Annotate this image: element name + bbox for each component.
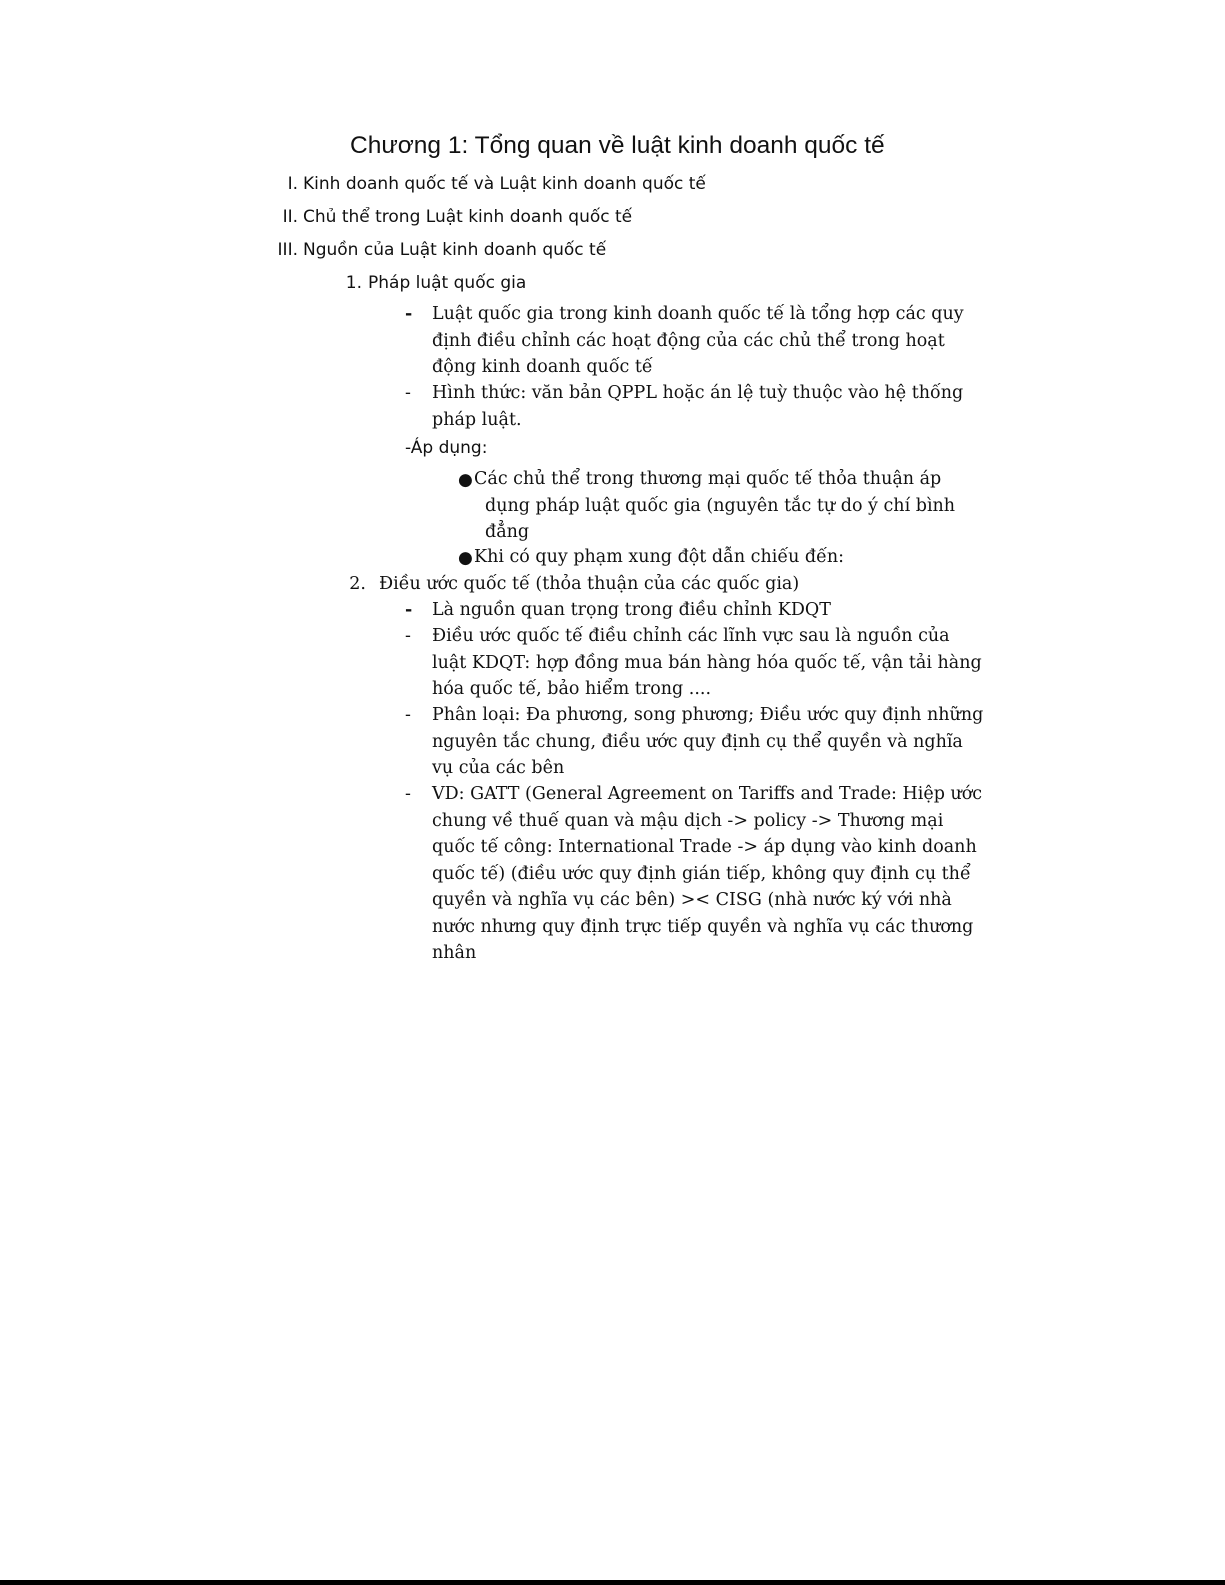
text-line: Các chủ thể trong thương mại quốc tế thỏa thuận áp bbox=[474, 469, 942, 489]
text-line: pháp luật. bbox=[432, 409, 522, 430]
text-line: chung về thuế quan và mậu dịch -> policy -> Thương mại bbox=[432, 810, 944, 831]
text-line: quốc tế công: International Trade -> áp dụng vào kinh doanh bbox=[432, 837, 977, 857]
bullet-icon: ● bbox=[458, 548, 473, 568]
text-line: dụng pháp luật quốc gia (nguyên tắc tự do ý chí bình bbox=[485, 495, 956, 516]
text-line: quốc tế) (điều ước quy định gián tiếp, không quy định cụ thể bbox=[432, 863, 971, 884]
text-line: luật KDQT: hợp đồng mua bán hàng hóa quốc tế, vận tải hàng bbox=[432, 652, 982, 673]
text-line: Điều ước quốc tế điều chỉnh các lĩnh vực sau là nguồn của bbox=[432, 626, 950, 646]
text-line: nhân bbox=[432, 943, 477, 963]
chapter-title: Chương 1: Tổng quan về luật kinh doanh quốc tế bbox=[350, 132, 885, 159]
section-number: III. bbox=[277, 240, 298, 260]
section-title: Kinh doanh quốc tế và Luật kinh doanh quốc tế bbox=[303, 174, 706, 194]
page-bottom-border bbox=[0, 1580, 1225, 1585]
text-line: hóa quốc tế, bảo hiểm trong .... bbox=[432, 679, 712, 699]
text-line: vụ của các bên bbox=[432, 758, 565, 778]
dash-marker: - bbox=[405, 304, 413, 324]
subsection-title: Pháp luật quốc gia bbox=[368, 273, 527, 293]
text-line: nguyên tắc chung, điều ước quy định cụ thể quyền và nghĩa bbox=[432, 731, 963, 752]
text-line: nước nhưng quy định trực tiếp quyền và nghĩa vụ các thương bbox=[432, 916, 974, 937]
dash-marker: - bbox=[405, 626, 411, 646]
subsection-title: Điều ước quốc tế (thỏa thuận của các quốc gia) bbox=[379, 574, 800, 594]
text-line: quyền và nghĩa vụ các bên) >< CISG (nhà nước ký với nhà bbox=[432, 890, 952, 910]
section-number: II. bbox=[282, 207, 298, 227]
subsection-number: 1. bbox=[345, 273, 362, 293]
text-line: định điều chỉnh các hoạt động của các chủ thể trong hoạt bbox=[432, 330, 945, 351]
text-line: VD: GATT (General Agreement on Tariffs and Trade: Hiệp ước bbox=[432, 784, 983, 804]
text-line: Luật quốc gia trong kinh doanh quốc tế là tổng hợp các quy bbox=[432, 304, 964, 324]
subsection-number: 2. bbox=[349, 574, 366, 594]
bullet-icon: ● bbox=[458, 470, 473, 490]
text-line: đẳng bbox=[485, 522, 530, 542]
dash-marker: - bbox=[405, 383, 411, 403]
section-number: I. bbox=[287, 174, 298, 194]
text-line: Là nguồn quan trọng trong điều chỉnh KDQT bbox=[432, 600, 831, 620]
section-title: Chủ thể trong Luật kinh doanh quốc tế bbox=[303, 207, 633, 227]
text-line: Hình thức: văn bản QPPL hoặc án lệ tuỳ thuộc vào hệ thống bbox=[432, 383, 964, 403]
dash-marker: - bbox=[405, 784, 411, 804]
section-title: Nguồn của Luật kinh doanh quốc tế bbox=[303, 240, 607, 260]
text-line: Khi có quy phạm xung đột dẫn chiếu đến: bbox=[474, 547, 845, 567]
dash-marker: - bbox=[405, 600, 413, 620]
text-line: Phân loại: Đa phương, song phương; Điều ước quy định những bbox=[432, 705, 984, 725]
text-line: động kinh doanh quốc tế bbox=[432, 357, 653, 377]
dash-marker: - bbox=[405, 705, 411, 725]
apply-label: -Áp dụng: bbox=[405, 438, 488, 458]
